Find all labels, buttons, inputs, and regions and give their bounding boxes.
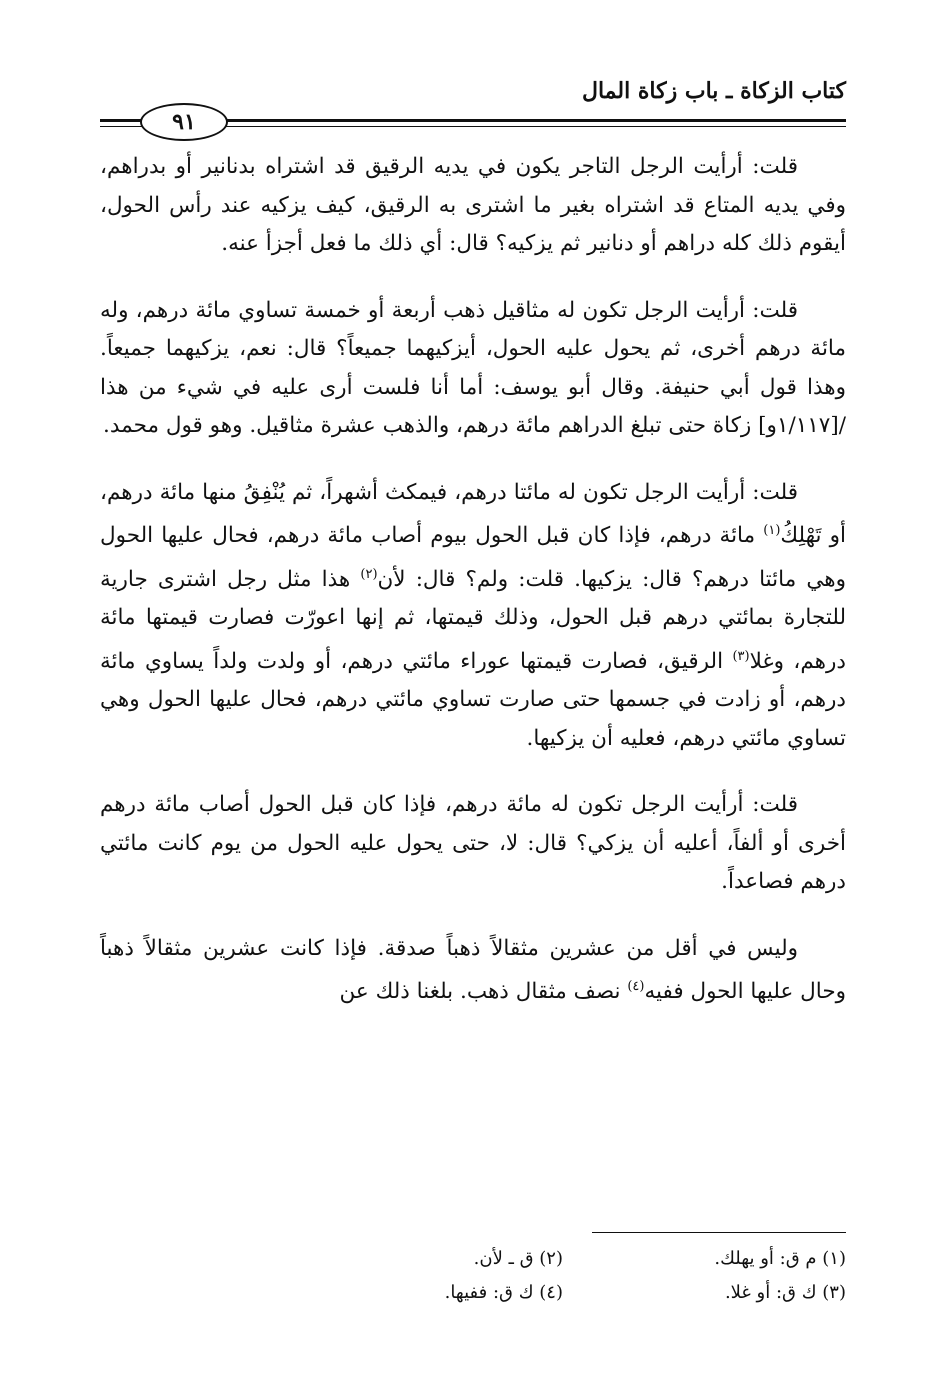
paragraph-3-text-b: مائة درهم، فإذا كان قبل الحول بيوم أصاب مائة درهم، فحال عليها الحول وهي مائتا درهم؟ قال: يزكيها. قلت: ولم؟ قال: لأن [100,523,846,592]
footnote-ref-4: (٤) [627,979,645,995]
footnote-ref-2: (٢) [360,566,378,582]
paragraph-5-text-b: نصف مثقال ذهب. بلغنا ذلك عن [339,979,628,1005]
page-number-badge: ٩١ [140,103,228,141]
paragraph-3-text-c: هذا مثل رجل اشترى جارية للتجارة بمائتي درهم قبل الحول، وذلك قيمتها، ثم إنها اعورّت فصارت قيمتها مائة درهم، وغلا [100,566,846,674]
paragraph-4: قلت: أرأيت الرجل تكون له مائة درهم، فإذا كان قبل الحول أصاب مائة درهم أخرى أو ألفاً، أعليه أن يزكي؟ قال: لا، حتى يحول عليه الحول من يوم كانت مائتي درهم فصاعداً. [100,792,846,895]
footnote-separator [592,1232,846,1233]
footnote-3: (٣) ك ق: أو غلا. [724,1282,846,1303]
paragraph-3-text-a: قلت: أرأيت الرجل تكون له مائتا درهم، فيمكث أشهراً، ثم يُنْفِقُ منها مائة درهم، أو تَهْلِكُ [100,479,847,549]
paragraph-5 [100,930,846,1012]
footnote-ref-1: (١) [763,523,781,538]
paragraph-2: قلت: أرأيت الرجل تكون له مثاقيل ذهب أربعة أو خمسة تساوي مائة درهم، وله مائة درهم أخرى، ثم يحول عليه الحول، أيزكيهما جميعاً؟ قال: نعم، يزكيهما جميعاً. وهذا قول أبي حنيفة. وقال أبو يوسف: أما أنا فلست أرى عليه في شيء من هذا /[١/١١٧و] زكاة حتى تبلغ الدراهم مائة درهم، والذهب عشرة مثاقيل. وهو قول محمد. [100,297,846,438]
paragraph-1: قلت: أرأيت الرجل التاجر يكون في يديه الرقيق قد اشتراه بدنانير أو بدراهم، وفي يديه المتاع قد اشتراه بغير ما اشترى به الرقيق، كيف يزكيه عند رأس الحول، أيقوم ذلك كله دراهم أو دنانير ثم يزكيه؟ قال: أي ذلك ما فعل أجزأ عنه. [100,154,846,256]
footnote-4: (٤) ك ق: ففيها. [444,1282,563,1303]
footnotes [300,1245,846,1307]
paragraph-5-text-a: وليس في أقل من عشرين مثقالاً ذهباً صدقة. فإذا كانت عشرين مثقالاً ذهباً وحال عليها الحول ففيه [100,935,846,1005]
footnote-1: (١) م ق: أو يهلك. [714,1248,846,1269]
footnote-ref-3: (٣) [732,648,750,664]
paragraph-3 [100,474,846,759]
footnote-2: (٢) ق ـ لأن. [473,1248,563,1269]
paragraph-3-text-d: الرقيق، فصارت قيمتها عوراء مائتي درهم، أو ولدت ولداً يساوي مائة درهم، أو زادت في جسمها حتى صارت تساوي مائتي درهم، فحال عليها الحول وهي تساوي مائتي درهم، فعليه أن يزكيها. [100,648,846,751]
main-text [100,148,846,1040]
running-header: كتاب الزكاة ـ باب زكاة المال [581,78,846,104]
